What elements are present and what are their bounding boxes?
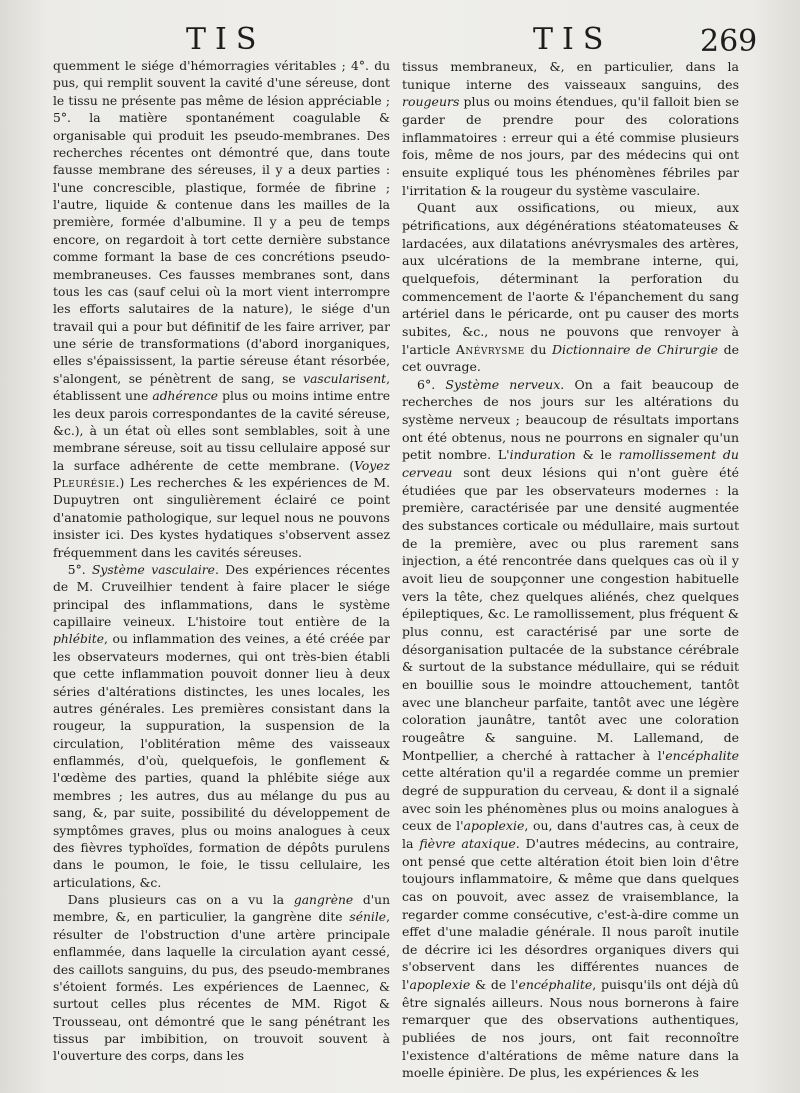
paragraph-gangrene (53, 892, 390, 1066)
text-run: Dans plusieurs cas on a vu la (67, 893, 294, 907)
italic-term: ramollissement du cerveau (402, 447, 739, 481)
text-run: sont deux lésions qui n'ont guère été étudiées que par les observateurs modernes : la première, caractérisée par une densité augmentée des substances corticale ou médullaire, mais surtout de la première, avec ou plus rarement sans injection, a été rencontrée dans quelques cas où il y avoit lieu de soupçonner une congestion habituelle vers la tête, chez quelques aliénés, chez quelques épileptiques, &c. Le ramollissement, plus fréquent & plus connu, est caractérisé par une sorte de désorganisation pultacée de la substance cérébrale & surtout de la substance médullaire, qui se réduit en bouillie sous le moindre attouchement, tantôt avec une blancheur parfaite, tantôt avec une légère coloration jaunâtre, tantôt avec une coloration rougeâtre & sanguine. M. Lallemand, de Montpellier, a cherché à rattacher à l' (402, 465, 739, 763)
left-column (53, 58, 390, 1066)
italic-term: Voyez (354, 458, 390, 473)
cross-reference: Anévrysme (455, 341, 525, 357)
text-run: tissus membraneux, &, en particulier, dans la tunique interne des vaisseaux sanguins, des (402, 59, 739, 92)
italic-term: encéphalite (518, 977, 593, 993)
text-run: du (524, 341, 552, 357)
italic-term: gangrène (293, 893, 354, 907)
italic-term: Dictionnaire de Chirurgie (551, 341, 719, 357)
text-run: & de l' (470, 977, 519, 993)
text-run: 6°. (417, 376, 446, 392)
text-run: . On a fait beaucoup de recherches de nos jours sur les altérations du système nerveux ; beaucoup de résultats importans ont été obtenus, nous ne pourrons en signaler qu'un petit nombre. L' (402, 376, 740, 463)
text-run: , résulter de l'obstruction d'une artère principale enflammée, dans laquelle la circulation ayant cessé, des caillots sanguins, du pus, des pseudo-membranes s'étoient formés. Les expériences de Laennec, & surtout celles plus récentes de MM. Rigot & Trousseau, ont démontré que le sang pénétrant les tissus par imbibition, on trouvoit souvent à l'ouverture des corps, dans les (53, 910, 390, 1064)
text-run: Quant aux ossifications, ou mieux, aux pétrifications, aux dégénérations stéatomateuses & lardacées, aux dilatations anévrysmales des artères, aux ulcérations de la membrane interne, qui, quelquefois, déterminant la perforation du commencement de l'aorte & l'épanchement du sang artériel dans le péricarde, ont pu causer des morts subites, &c., nous ne pouvons que renvoyer à l'article (402, 200, 739, 357)
page-number: 269 (700, 24, 758, 59)
text-run: plus ou moins intime entre les deux parois correspondantes de la cavité séreuse, &c.), à un état où elles sont semblables, soit à une membrane séreuse, soit au tissu cellulaire apposé sur la surface adhérente de cette membrane. ( (53, 389, 391, 473)
text-run: , puisqu'ils ont déjà dû être signalés ailleurs. Nous nous bornerons à faire remarquer que des observations authentiques, publiées de nos jours, ont fait reconnoître l'existence d'altérations de même nature dans la moelle épinière. De plus, les expériences & les (402, 977, 739, 1081)
italic-term: phlébite (53, 632, 105, 647)
text-run: , établissent une (53, 371, 390, 404)
paragraph-ossifications (402, 199, 739, 376)
italic-term: apoplexie (463, 818, 525, 834)
italic-term: sénile (349, 910, 387, 925)
paragraph-redness (402, 58, 739, 199)
paragraph-serous-membranes (53, 58, 390, 562)
text-run: & le (575, 447, 619, 463)
right-running-head: TIS (533, 22, 613, 57)
text-run: , ou, dans d'autres cas, à ceux de la (402, 818, 739, 851)
right-column (402, 58, 739, 1082)
italic-term: apoplexie (409, 977, 471, 993)
cross-reference: Pleurésie (53, 476, 116, 490)
text-run: quemment le siége d'hémorragies véritables ; 4°. du pus, qui remplit souvent la cavité d'une séreuse, dont le tissu ne présente pas même de lésion appréciable ; 5°. la matière spontanément coagulable & organisable qui produit les pseudo-membranes. Des recherches récentes ont démontré que, dans toute fausse membrane des séreuses, il y a deux parties : l'une concrescible, plastique, formée de fibrine ; l'autre, liquide & contenue dans les mailles de la première, formée d'albumine. Il y a peu de temps encore, on regardoit à tort cette dernière substance comme formant la base de ces concrétions pseudo-membraneuses. Ces fausses membranes sont, dans tous les cas (sauf celui où la mort vient interrompre les efforts salutaires de la nature), le siége d'un travail qui a pour but définitif de les faire arriver, par une série de transformations (d'abord inorganiques, elles s'épaississent, la partie séreuse étant résorbée, s'alongent, se pénètrent de sang, se (53, 59, 390, 386)
italic-term: vascularisent (303, 371, 387, 386)
paragraph-nervous-system (402, 376, 739, 1082)
paragraph-vascular-system (53, 562, 390, 892)
text-run: . D'autres médecins, au contraire, ont pensé que cette altération étoit bien loin d'être toujours inflammatoire, & même que dans quelques cas on pouvoit, avec assez de vraisemblance, la regarder comme consécutive, c'est-à-dire comme un effet d'une maladie générale. Il nous paroît inutile de décrire ici les désordres organiques divers qui s'observent dans les différentes nuances de l' (402, 835, 739, 993)
italic-term: induration (509, 447, 576, 463)
section-heading: Système vasculaire (92, 562, 215, 577)
italic-term: rougeurs (402, 94, 460, 110)
text-run: cette altération qu'il a regardée comme un premier degré de suppuration du cerveau, & dont il a signalé avec soin les phénomènes plus ou moins analogues à ceux de l' (402, 765, 739, 834)
text-run: , ou inflammation des veines, a été créée par les observateurs modernes, qui ont très-bien établi que cette inflammation pouvoit donner lieu à deux séries d'altérations distinctes, les unes locales, les autres générales. Les premières consistant dans la rougeur, la suppuration, la suspension de la circulation, l'oblitération même des vaisseaux enflammés, d'où, quelquefois, le gonflement & l'œdème des parties, quand la phlébite siége aux membres ; les autres, dus au mélange du pus au sang, &, par suite, possibilité du développement de symptômes graves, plus ou moins analogues à ceux des fièvres typhoïdes, formation de dépôts purulens dans le poumon, le foie, le tissu cellulaire, les articulations, &c. (53, 632, 390, 890)
text-run: plus ou moins étendues, qu'il falloit bien se garder de prendre pour des colorations inflammatoires : erreur qui a été commise plusieurs fois, même de nos jours, par des médecins qui ont ensuite expliqué tous les phénomènes fébriles par l'irritation & la rougeur du système vasculaire. (402, 94, 739, 198)
left-running-head: TIS (186, 22, 266, 57)
text-run: .) Les recherches & les expériences de M. Dupuytren ont singulièrement éclairé ce point d'anatomie pathologique, sur lequel nous ne pouvons insister ici. Des kystes hydatiques s'observent assez fréquemment dans les cavités séreuses. (53, 476, 390, 560)
italic-term: fièvre ataxique (419, 835, 516, 851)
text-run: de cet ouvrage. (402, 341, 739, 375)
italic-term: encéphalite (665, 747, 739, 763)
text-run: . Des expériences récentes de M. Cruveilhier tendent à faire placer le siége principal des inflammations, dans le système capillaire veineux. L'histoire tout entière de la (53, 562, 390, 629)
italic-term: adhérence (152, 389, 218, 404)
page-header (0, 22, 800, 58)
text-run: d'un membre, &, en particulier, la gangrène dite (53, 893, 390, 925)
text-run: 5°. (67, 562, 92, 577)
section-heading: Système nerveux (445, 376, 561, 392)
